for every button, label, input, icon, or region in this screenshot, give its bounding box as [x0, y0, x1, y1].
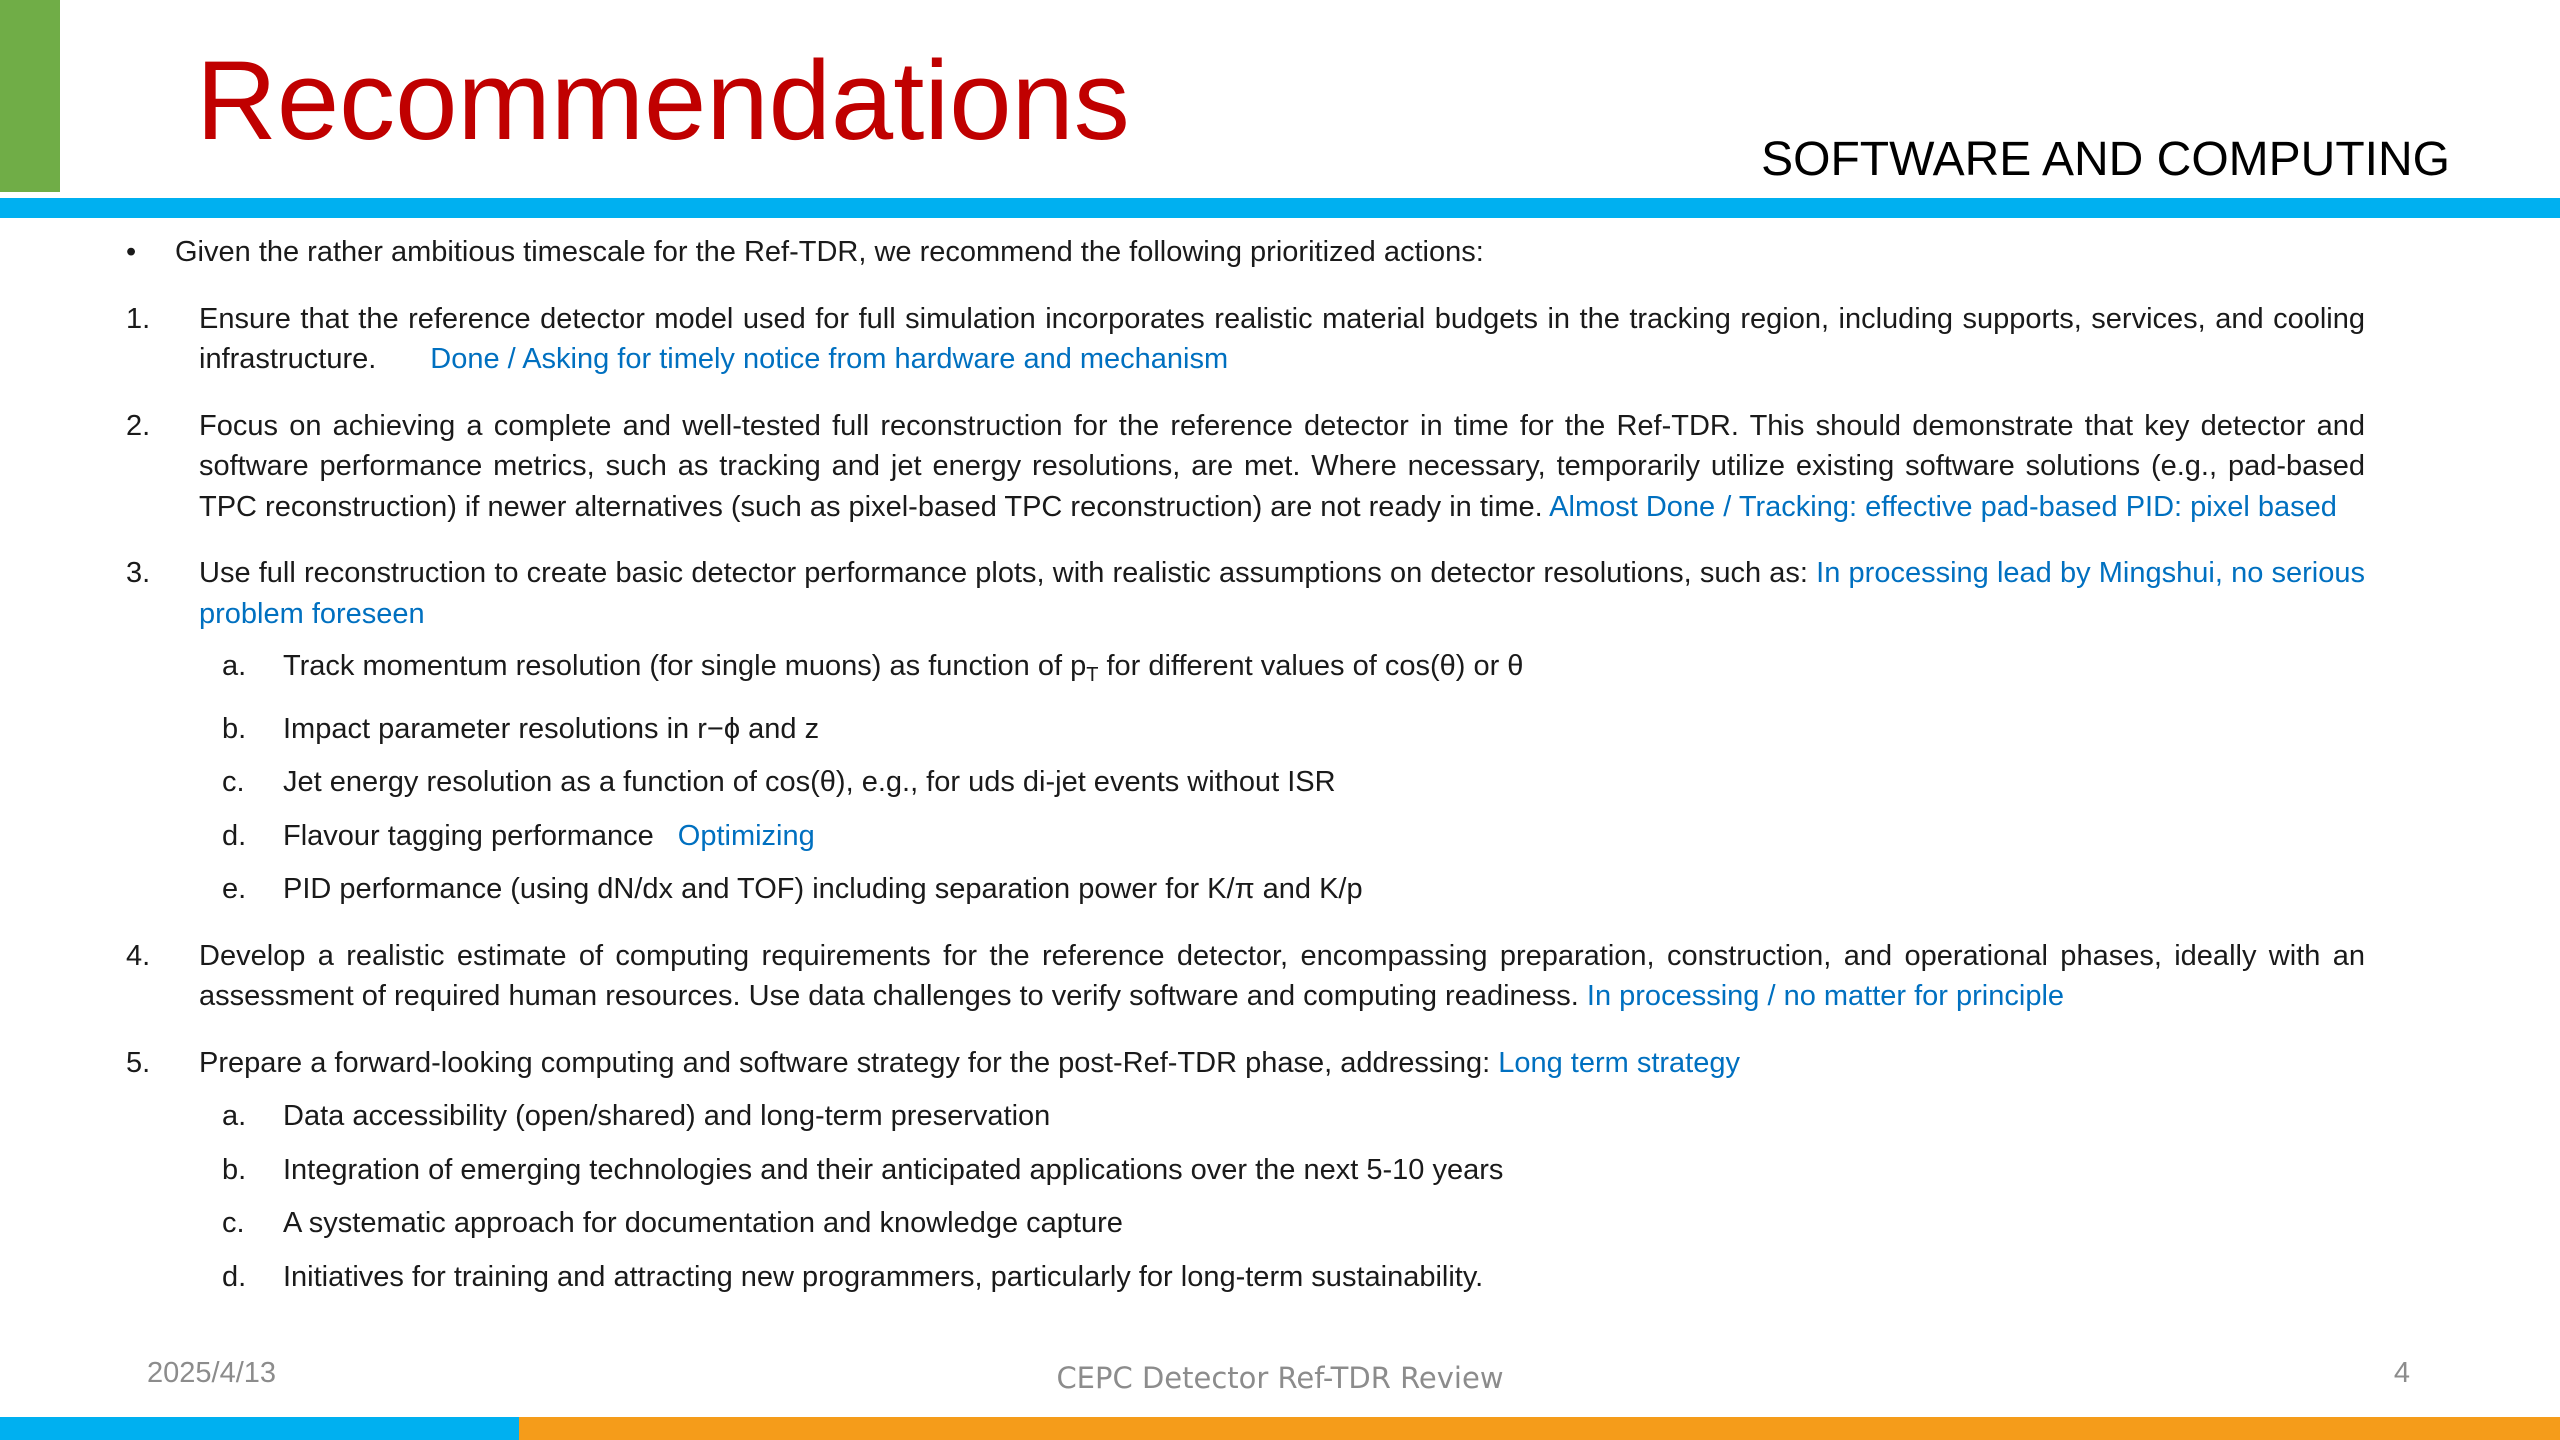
- sub-item-3a: [0, 646, 2560, 696]
- sub-item-text: PID performance (using dN/dx and TOF) including separation power for K/π and K/p: [283, 873, 1363, 905]
- footer-event-title: CEPC Detector Ref-TDR Review: [1056, 1361, 1504, 1395]
- slide-title: Recommendations: [196, 38, 1130, 163]
- recommendation-body: Prepare a forward-looking computing and software strategy for the post-Ref-TDR phase, addressing:: [199, 1046, 1491, 1079]
- sub-item-text: Integration of emerging technologies and their anticipated applications over the next 5-10 years: [283, 1153, 1504, 1186]
- sub-item-5c: [0, 1203, 2560, 1244]
- status-note: Almost Done / Tracking: effective pad-based PID: pixel based: [1549, 490, 2337, 523]
- sub-item-text-part: for different values of cos(θ) or θ: [1098, 650, 1524, 682]
- footer-bar-blue: [0, 1417, 519, 1440]
- recommendation-4: [0, 936, 2560, 1017]
- sub-item-text-part: Track momentum resolution (for single muons) as function of p: [283, 650, 1087, 682]
- footer-date: 2025/4/13: [147, 1357, 277, 1389]
- section-label: SOFTWARE AND COMPUTING: [1761, 133, 2450, 186]
- intro-bullet: [0, 232, 2560, 273]
- status-note: Long term strategy: [1498, 1046, 1740, 1079]
- recommendation-2: [0, 406, 2560, 528]
- sub-item-text: Jet energy resolution as a function of cos(θ), e.g., for uds di-jet events without ISR: [283, 766, 1336, 798]
- recommendation-text: [199, 553, 2365, 634]
- sub-item-letter: c.: [222, 1207, 245, 1239]
- recommendation-body: Use full reconstruction to create basic detector performance plots, with realistic assumptions on detector resolutions, such as:: [199, 557, 1808, 589]
- sub-item-5b: [0, 1150, 2560, 1191]
- item-number: 5.: [126, 1046, 151, 1079]
- sub-item-3c: [0, 762, 2560, 803]
- sub-item-3b: [0, 709, 2560, 750]
- sub-item-letter: a.: [222, 1100, 247, 1132]
- recommendation-text: [199, 299, 2365, 380]
- recommendation-text: [199, 936, 2365, 1017]
- sub-item-letter: e.: [222, 873, 247, 905]
- sub-item-text: Impact parameter resolutions in r−ϕ and z: [283, 712, 820, 745]
- recommendation-text: [199, 406, 2365, 528]
- slide-body: [0, 232, 2560, 1297]
- sub-item-3e: [0, 869, 2560, 910]
- item-number: 2.: [126, 409, 151, 442]
- sub-item-text: A systematic approach for documentation and knowledge capture: [283, 1207, 1123, 1239]
- status-note: In processing / no matter for principle: [1586, 980, 2065, 1012]
- status-note: Done / Asking for timely notice from hardware and mechanism: [430, 343, 1229, 375]
- sub-item-letter: d.: [222, 1260, 247, 1293]
- item-number: 3.: [126, 557, 151, 589]
- sub-item-text: Initiatives for training and attracting new programmers, particularly for long-term sustainability.: [283, 1260, 1484, 1293]
- recommendation-body: Develop a realistic estimate of computing requirements for the reference detector, encompassing preparation, construction, and operational phases, ideally with an assessment of required human resources. Use data challenges to verify software and computing readiness.: [199, 939, 2365, 1012]
- page-number: 4: [2393, 1357, 2410, 1389]
- sub-item-5a: [0, 1096, 2560, 1137]
- recommendation-3: [0, 553, 2560, 634]
- footer-bar-orange: [519, 1417, 2560, 1440]
- item-number: 1.: [126, 302, 151, 335]
- recommendation-body: Focus on achieving a complete and well-tested full reconstruction for the reference detector in time for the Ref-TDR. This should demonstrate that key detector and software performance metrics, such as tracking and jet energy resolutions, are met. Where necessary, temporarily utilize existing software solutions (e.g., pad-based TPC reconstruction) if newer alternatives (such as pixel-based TPC reconstruction) are not ready in time.: [199, 409, 2365, 523]
- sub-item-letter: b.: [222, 712, 247, 745]
- bullet-marker: •: [126, 236, 137, 268]
- sub-item-text: Data accessibility (open/shared) and long-term preservation: [283, 1100, 1051, 1132]
- status-note: In processing lead by Mingshui, no serious problem foreseen: [199, 557, 2365, 630]
- sub-item-text: [283, 646, 2365, 696]
- sub-item-3d: [0, 816, 2560, 857]
- intro-text: Given the rather ambitious timescale for the Ref-TDR, we recommend the following prioritized actions:: [175, 236, 1484, 268]
- sub-item-letter: a.: [222, 650, 247, 682]
- status-note: Optimizing: [677, 819, 815, 852]
- sub-item-letter: d.: [222, 819, 247, 852]
- sub-item-5d: [0, 1257, 2560, 1298]
- recommendation-body: Ensure that the reference detector model used for full simulation incorporates realistic material budgets in the tracking region, including supports, services, and cooling infrastructure.: [199, 302, 2365, 375]
- recommendation-text: [199, 1043, 2365, 1084]
- sub-item-text: [283, 816, 2365, 857]
- accent-bar-green: [0, 0, 60, 192]
- subscript: T: [1086, 664, 1099, 686]
- sub-item-letter: b.: [222, 1153, 247, 1186]
- item-number: 4.: [126, 939, 151, 972]
- recommendation-5: [0, 1043, 2560, 1084]
- recommendation-1: [0, 299, 2560, 380]
- header-rule: [0, 198, 2560, 218]
- sub-item-letter: c.: [222, 766, 245, 798]
- sub-item-body: Flavour tagging performance: [283, 819, 654, 852]
